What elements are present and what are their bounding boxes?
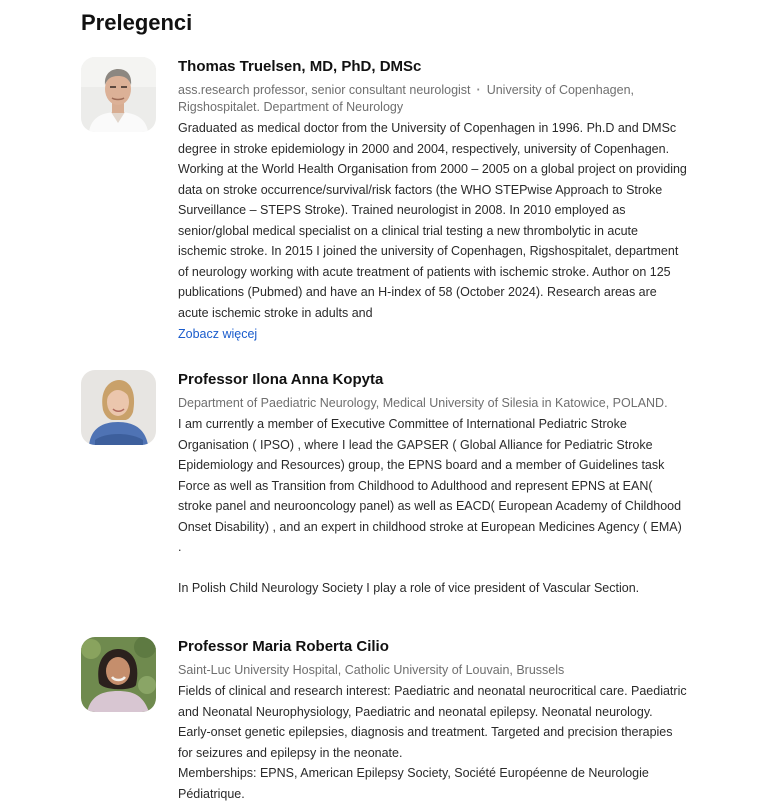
affiliation-separator: · [476,83,481,97]
avatar [81,370,156,445]
bio-paragraph: Fields of clinical and research interest: Paediatric and neonatal neurocritical care. Paediatric and Neonatal Neurophysiology, Paediatric and neonatal epilepsy. Neonatal neurology. Early-onset genetic epilepsies, diagnosis and treatment. Targeted and precision therapies for seizures and epilepsy in the neonate. Memberships: EPNS, American Epilepsy Society, Société Européenne de Neurologie Pédiatrique. [178,684,687,801]
speaker-bio [178,414,688,599]
portrait-photo-icon [81,637,156,712]
speaker-bio [178,118,688,323]
speaker-name: Professor Maria Roberta Cilio [178,638,389,655]
speaker-name: Professor Ilona Anna Kopyta [178,371,384,388]
speaker-affiliation [178,82,688,116]
affiliation-organization: University of Copenhagen, Rigshospitalet. Department of Neurology [178,83,635,114]
speaker-name: Thomas Truelsen, MD, PhD, DMSc [178,58,422,75]
page-title: Prelegenci [81,10,193,35]
portrait-photo-icon [81,57,156,132]
avatar [81,57,156,132]
bio-paragraph: Graduated as medical doctor from the University of Copenhagen in 1996. Ph.D and DMSc degree in stroke epidemiology in 2000 and 2004, respectively, university of Copenhagen. Working at the World Health Organisation from 2000 – 2005 on a global project on providing data on stroke occurrence/survival/risk factors (the WHO STEPwise Approach to Stroke Surveillance – STEPS Stroke). Trained neurologist in 2008. In 2010 employed as senior/global medical specialist on a clinical trial testing a new thrombolytic in acute ischemic stroke. In 2015 I joined the university of Copenhagen, Rigshospitalet, department of neurology working with acute treatment of patients with ischemic stroke. Author on 125 publications (Pubmed) and have an H-index of 58 (October 2024). Research areas are acute ischemic stroke in adults and [178,121,687,320]
affiliation-role: ass.research professor, senior consultant neurologist [178,83,471,97]
speaker-bio [178,681,688,804]
portrait-photo-icon [81,370,156,445]
bio-paragraph: I am currently a member of Executive Committee of International Pediatric Stroke Organisation ( IPSO) , where I lead the GAPSER ( Global Alliance for Pediatric Stroke Epidemiology and Resources) group, the EPNS board and a member of Guidelines task Force as well as Transition from Childhood to Adulthood and represent EPNS at EAN( stroke panel and neurooncology panel) as well as EACD( European Academy of Childhood Onset Disability) , and an expert in childhood stroke at European Medicines Agency ( EMA) . [178,417,682,554]
avatar [81,637,156,712]
speaker-affiliation: Saint-Luc University Hospital, Catholic University of Louvain, Brussels [178,663,565,677]
speaker-affiliation: Department of Paediatric Neurology, Medical University of Silesia in Katowice, POLAND. [178,396,668,410]
show-more-link[interactable]: Zobacz więcej [178,327,258,341]
bio-paragraph: In Polish Child Neurology Society I play a role of vice president of Vascular Section. [178,581,640,595]
